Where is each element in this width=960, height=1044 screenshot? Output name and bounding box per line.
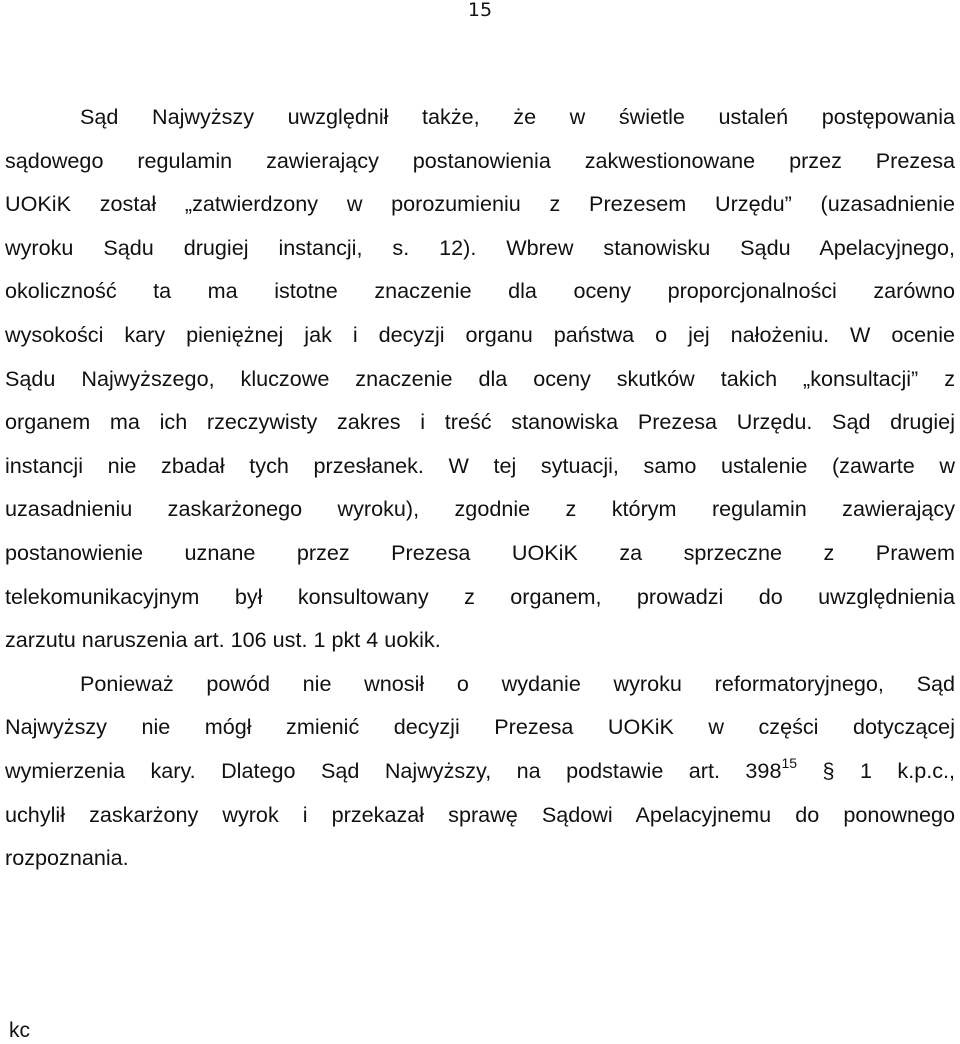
text-line: telekomunikacyjnym był konsultowany z organem, prowadzi do uwzględnienia	[5, 583, 955, 609]
text-line: zarzutu naruszenia art. 106 ust. 1 pkt 4 uokik.	[5, 627, 441, 653]
text-line: okoliczność ta ma istotne znaczenie dla oceny proporcjonalności zarówno	[5, 278, 955, 304]
text-segment: § 1 k.p.c.,	[822, 757, 955, 783]
page-number: 15	[467, 0, 493, 21]
judgment-text	[5, 95, 955, 880]
text-line: instancji nie zbadał tych przesłanek. W tej sytuacji, samo ustalenie (zawarte w	[5, 452, 955, 478]
text-line: UOKiK został „zatwierdzony w porozumieniu z Prezesem Urzędu” (uzasadnienie	[5, 191, 955, 217]
text-line: Ponieważ powód nie wnosił o wydanie wyroku reformatoryjnego, Sąd	[80, 670, 955, 696]
text-line	[5, 749, 955, 793]
author-initials: kc	[9, 1019, 30, 1042]
text-line: organem ma ich rzeczywisty zakres i treść stanowiska Prezesa Urzędu. Sąd drugiej	[5, 409, 955, 435]
text-line: wysokości kary pieniężnej jak i decyzji organu państwa o jej nałożeniu. W ocenie	[5, 321, 955, 347]
text-line: Sądu Najwyższego, kluczowe znaczenie dla oceny skutków takich „konsultacji” z	[5, 365, 955, 391]
text-line: uzasadnieniu zaskarżonego wyroku), zgodnie z którym regulamin zawierający	[5, 496, 955, 522]
text-line: wyroku Sądu drugiej instancji, s. 12). Wbrew stanowisku Sądu Apelacyjnego,	[5, 234, 955, 260]
text-line: Sąd Najwyższy uwzględnił także, że w świetle ustaleń postępowania	[80, 104, 955, 129]
text-segment: wymierzenia kary. Dlatego Sąd Najwyższy, na podstawie art. 398	[5, 757, 782, 783]
text-line: rozpoznania.	[5, 845, 129, 871]
text-line: uchylił zaskarżony wyrok i przekazał sprawę Sądowi Apelacyjnemu do ponownego	[5, 801, 955, 827]
superscript-15: 15	[781, 754, 798, 771]
text-line: sądowego regulamin zawierający postanowienia zakwestionowane przez Prezesa	[5, 147, 955, 173]
text-line: Najwyższy nie mógł zmienić decyzji Prezesa UOKiK w części dotyczącej	[5, 714, 955, 740]
text-line: postanowienie uznane przez Prezesa UOKiK za sprzeczne z Prawem	[5, 539, 955, 565]
